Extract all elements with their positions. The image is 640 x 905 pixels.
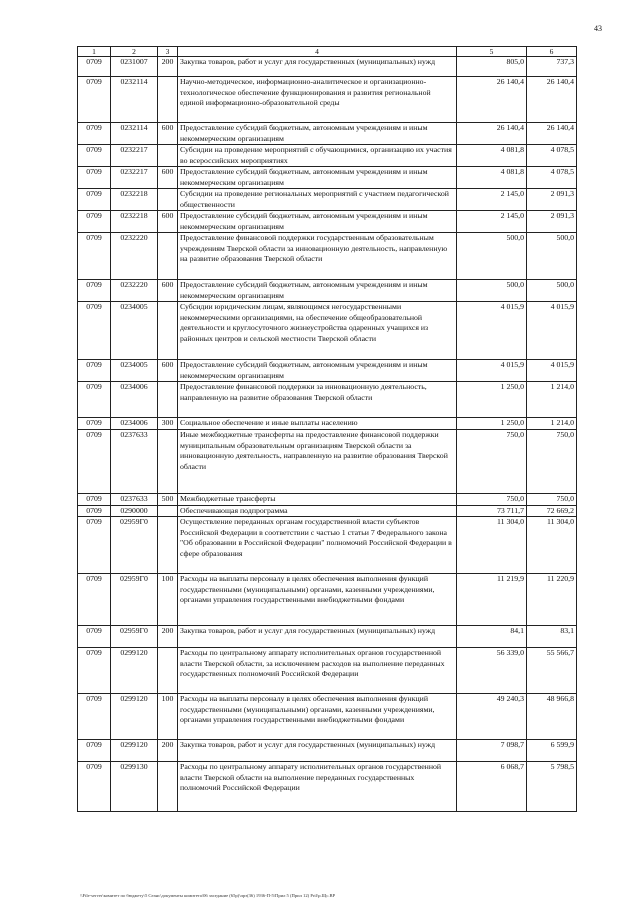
amount-executed: 4 078,5 [527, 145, 577, 167]
target-article-code: 0299130 [111, 762, 158, 812]
expense-name: Предоставление субсидий бюджетным, автономным учреждениям и иным некоммерческим организациям [178, 360, 457, 382]
amount-executed: 750,0 [527, 430, 577, 494]
target-article-code: 0232217 [111, 167, 158, 189]
amount-planned: 4 081,8 [457, 167, 527, 189]
amount-planned: 26 140,4 [457, 77, 527, 123]
section-code: 0709 [78, 505, 111, 517]
amount-planned: 2 145,0 [457, 211, 527, 233]
amount-planned: 4 015,9 [457, 360, 527, 382]
section-code: 0709 [78, 77, 111, 123]
section-code: 0709 [78, 574, 111, 626]
file-path-footer: \\File-server\комитет по бюджету\5 Сеанс\документы комитета\06 заседание (65р)\прз(36) 1936-П-5\Прил 5 (Прил 12) Pril\p.Щс.ВР [80, 893, 336, 898]
expense-name: Иные межбюджетные трансферты на предоставление финансовой поддержки муниципальным образовательным организациям Тверской области за инновационную деятельность, направленную на развитие образования Тверской области [178, 430, 457, 494]
section-code: 0709 [78, 762, 111, 812]
amount-planned: 56 339,0 [457, 648, 527, 694]
table-row [78, 382, 577, 418]
expense-type-code [158, 233, 178, 280]
table-row [78, 648, 577, 694]
table-row [78, 145, 577, 167]
expense-type-code: 200 [158, 740, 178, 762]
amount-executed: 5 798,5 [527, 762, 577, 812]
expense-type-code [158, 505, 178, 517]
target-article-code: 02959Г0 [111, 574, 158, 626]
expense-type-code [158, 145, 178, 167]
table-row [78, 505, 577, 517]
amount-planned: 4 081,8 [457, 145, 527, 167]
section-code: 0709 [78, 648, 111, 694]
expense-type-code: 600 [158, 280, 178, 302]
table-row [78, 574, 577, 626]
expense-type-code: 500 [158, 494, 178, 506]
table-row [78, 740, 577, 762]
expense-name: Предоставление субсидий бюджетным, автономным учреждениям и иным некоммерческим организациям [178, 167, 457, 189]
table-row [78, 360, 577, 382]
table-row [78, 123, 577, 145]
amount-planned: 805,0 [457, 57, 527, 77]
table-row [78, 418, 577, 430]
table-row [78, 211, 577, 233]
budget-table [77, 46, 577, 812]
amount-executed: 55 566,7 [527, 648, 577, 694]
column-header: 3 [158, 47, 178, 57]
expense-type-code: 600 [158, 123, 178, 145]
expense-type-code: 600 [158, 211, 178, 233]
column-header: 6 [527, 47, 577, 57]
expense-type-code [158, 189, 178, 211]
section-code: 0709 [78, 494, 111, 506]
section-code: 0709 [78, 57, 111, 77]
amount-executed: 2 091,3 [527, 211, 577, 233]
expense-type-code [158, 430, 178, 494]
amount-executed: 500,0 [527, 233, 577, 280]
header-row [78, 47, 577, 57]
expense-name: Предоставление финансовой поддержки за инновационную деятельность, направленную на развитие образования Тверской области [178, 382, 457, 418]
expense-name: Субсидии на проведение мероприятий с обучающимися, организацию их участия во всероссийских мероприятиях [178, 145, 457, 167]
amount-planned: 73 711,7 [457, 505, 527, 517]
expense-name: Субсидии юридическим лицам, являющимся негосударственными некоммерческими организациями, на обеспечение общеобразовательной деятельности и круглосуточного жизнеустройства одаренных учащихся из районных центров и сельской местности Тверской области [178, 302, 457, 360]
expense-name: Научно-методическое, информационно-аналитическое и организационно-технологическое обеспечение функционирования и развития региональной единой информационно-образовательной среды [178, 77, 457, 123]
section-code: 0709 [78, 123, 111, 145]
table-row [78, 762, 577, 812]
amount-executed: 4 078,5 [527, 167, 577, 189]
amount-executed: 48 966,8 [527, 694, 577, 740]
expense-name: Предоставление финансовой поддержки государственным образовательным учреждениям Тверской области за инновационную деятельность, направленную на развитие образования Тверской области [178, 233, 457, 280]
section-code: 0709 [78, 302, 111, 360]
column-header: 2 [111, 47, 158, 57]
expense-name: Расходы по центральному аппарату исполнительных органов государственной власти Тверской области, за исключением расходов на выполнение переданных государственных полномочий Российской Федерации [178, 648, 457, 694]
target-article-code: 0232217 [111, 145, 158, 167]
target-article-code: 0237633 [111, 494, 158, 506]
expense-name: Субсидии на проведение региональных мероприятий с участием педагогической общественности [178, 189, 457, 211]
target-article-code: 0234006 [111, 418, 158, 430]
amount-executed: 83,1 [527, 626, 577, 648]
target-article-code: 0237633 [111, 430, 158, 494]
section-code: 0709 [78, 233, 111, 280]
expense-type-code [158, 302, 178, 360]
amount-executed: 4 015,9 [527, 360, 577, 382]
section-code: 0709 [78, 694, 111, 740]
section-code: 0709 [78, 382, 111, 418]
amount-executed: 500,0 [527, 280, 577, 302]
amount-planned: 6 068,7 [457, 762, 527, 812]
expense-name: Осуществление переданных органам государственной власти субъектов Российской Федерации в соответствии с частью 1 статьи 7 Федерального закона "Об образовании в Российской Федерации" полномочий Российской Федерации в сфере образования [178, 517, 457, 574]
amount-executed: 26 140,4 [527, 77, 577, 123]
expense-type-code: 300 [158, 418, 178, 430]
table-row [78, 494, 577, 506]
target-article-code: 0234005 [111, 302, 158, 360]
amount-executed: 737,3 [527, 57, 577, 77]
expense-type-code: 200 [158, 626, 178, 648]
target-article-code: 0290000 [111, 505, 158, 517]
target-article-code: 0231007 [111, 57, 158, 77]
section-code: 0709 [78, 145, 111, 167]
target-article-code: 02959Г0 [111, 517, 158, 574]
amount-executed: 750,0 [527, 494, 577, 506]
amount-planned: 750,0 [457, 430, 527, 494]
amount-executed: 72 669,2 [527, 505, 577, 517]
amount-planned: 49 240,3 [457, 694, 527, 740]
amount-planned: 750,0 [457, 494, 527, 506]
expense-type-code [158, 517, 178, 574]
expense-type-code: 100 [158, 574, 178, 626]
table-row [78, 77, 577, 123]
amount-executed: 26 140,4 [527, 123, 577, 145]
expense-type-code [158, 77, 178, 123]
section-code: 0709 [78, 517, 111, 574]
expense-type-code: 100 [158, 694, 178, 740]
amount-executed: 6 599,9 [527, 740, 577, 762]
target-article-code: 02959Г0 [111, 626, 158, 648]
amount-executed: 1 214,0 [527, 418, 577, 430]
amount-executed: 1 214,0 [527, 382, 577, 418]
amount-planned: 11 219,9 [457, 574, 527, 626]
section-code: 0709 [78, 280, 111, 302]
table-row [78, 517, 577, 574]
expense-name: Расходы на выплаты персоналу в целях обеспечения выполнения функций государственными (муниципальными) органами, казенными учреждениями, органами управления государственными внебюджетными фондами [178, 694, 457, 740]
expense-type-code: 200 [158, 57, 178, 77]
target-article-code: 0232218 [111, 189, 158, 211]
amount-planned: 84,1 [457, 626, 527, 648]
amount-planned: 500,0 [457, 280, 527, 302]
column-header: 1 [78, 47, 111, 57]
amount-planned: 4 015,9 [457, 302, 527, 360]
amount-planned: 2 145,0 [457, 189, 527, 211]
target-article-code: 0299120 [111, 648, 158, 694]
section-code: 0709 [78, 740, 111, 762]
expense-name: Расходы по центральному аппарату исполнительных органов государственной власти Тверской области на выполнение переданных государственных полномочий Российской Федерации [178, 762, 457, 812]
expense-type-code: 600 [158, 360, 178, 382]
table-row [78, 167, 577, 189]
target-article-code: 0232218 [111, 211, 158, 233]
section-code: 0709 [78, 418, 111, 430]
expense-name: Межбюджетные трансферты [178, 494, 457, 506]
expense-name: Предоставление субсидий бюджетным, автономным учреждениям и иным некоммерческим организациям [178, 123, 457, 145]
amount-executed: 4 015,9 [527, 302, 577, 360]
section-code: 0709 [78, 360, 111, 382]
table-row [78, 302, 577, 360]
amount-executed: 2 091,3 [527, 189, 577, 211]
expense-type-code [158, 382, 178, 418]
section-code: 0709 [78, 626, 111, 648]
table-row [78, 626, 577, 648]
expense-name: Предоставление субсидий бюджетным, автономным учреждениям и иным некоммерческим организациям [178, 280, 457, 302]
section-code: 0709 [78, 189, 111, 211]
target-article-code: 0299120 [111, 694, 158, 740]
table-row [78, 694, 577, 740]
expense-name: Закупка товаров, работ и услуг для государственных (муниципальных) нужд [178, 740, 457, 762]
section-code: 0709 [78, 430, 111, 494]
amount-planned: 1 250,0 [457, 382, 527, 418]
section-code: 0709 [78, 167, 111, 189]
column-header: 5 [457, 47, 527, 57]
page-number: 43 [594, 24, 602, 33]
table-row [78, 280, 577, 302]
amount-planned: 500,0 [457, 233, 527, 280]
expense-name: Предоставление субсидий бюджетным, автономным учреждениям и иным некоммерческим организациям [178, 211, 457, 233]
expense-name: Обеспечивающая подпрограмма [178, 505, 457, 517]
expense-type-code [158, 762, 178, 812]
expense-type-code [158, 648, 178, 694]
section-code: 0709 [78, 211, 111, 233]
expense-name: Закупка товаров, работ и услуг для государственных (муниципальных) нужд [178, 626, 457, 648]
target-article-code: 0232220 [111, 233, 158, 280]
target-article-code: 0232220 [111, 280, 158, 302]
target-article-code: 0232114 [111, 123, 158, 145]
target-article-code: 0234005 [111, 360, 158, 382]
target-article-code: 0232114 [111, 77, 158, 123]
target-article-code: 0234006 [111, 382, 158, 418]
table-row [78, 57, 577, 77]
expense-name: Закупка товаров, работ и услуг для государственных (муниципальных) нужд [178, 57, 457, 77]
table-row [78, 189, 577, 211]
expense-type-code: 600 [158, 167, 178, 189]
expense-name: Расходы на выплаты персоналу в целях обеспечения выполнения функций государственными (муниципальными) органами, казенными учреждениями, органами управления государственными внебюджетными фондами [178, 574, 457, 626]
amount-planned: 26 140,4 [457, 123, 527, 145]
target-article-code: 0299120 [111, 740, 158, 762]
amount-planned: 1 250,0 [457, 418, 527, 430]
amount-planned: 11 304,0 [457, 517, 527, 574]
amount-executed: 11 220,9 [527, 574, 577, 626]
table-row [78, 430, 577, 494]
table-row [78, 233, 577, 280]
column-header: 4 [178, 47, 457, 57]
amount-executed: 11 304,0 [527, 517, 577, 574]
amount-planned: 7 098,7 [457, 740, 527, 762]
expense-name: Социальное обеспечение и иные выплаты населению [178, 418, 457, 430]
